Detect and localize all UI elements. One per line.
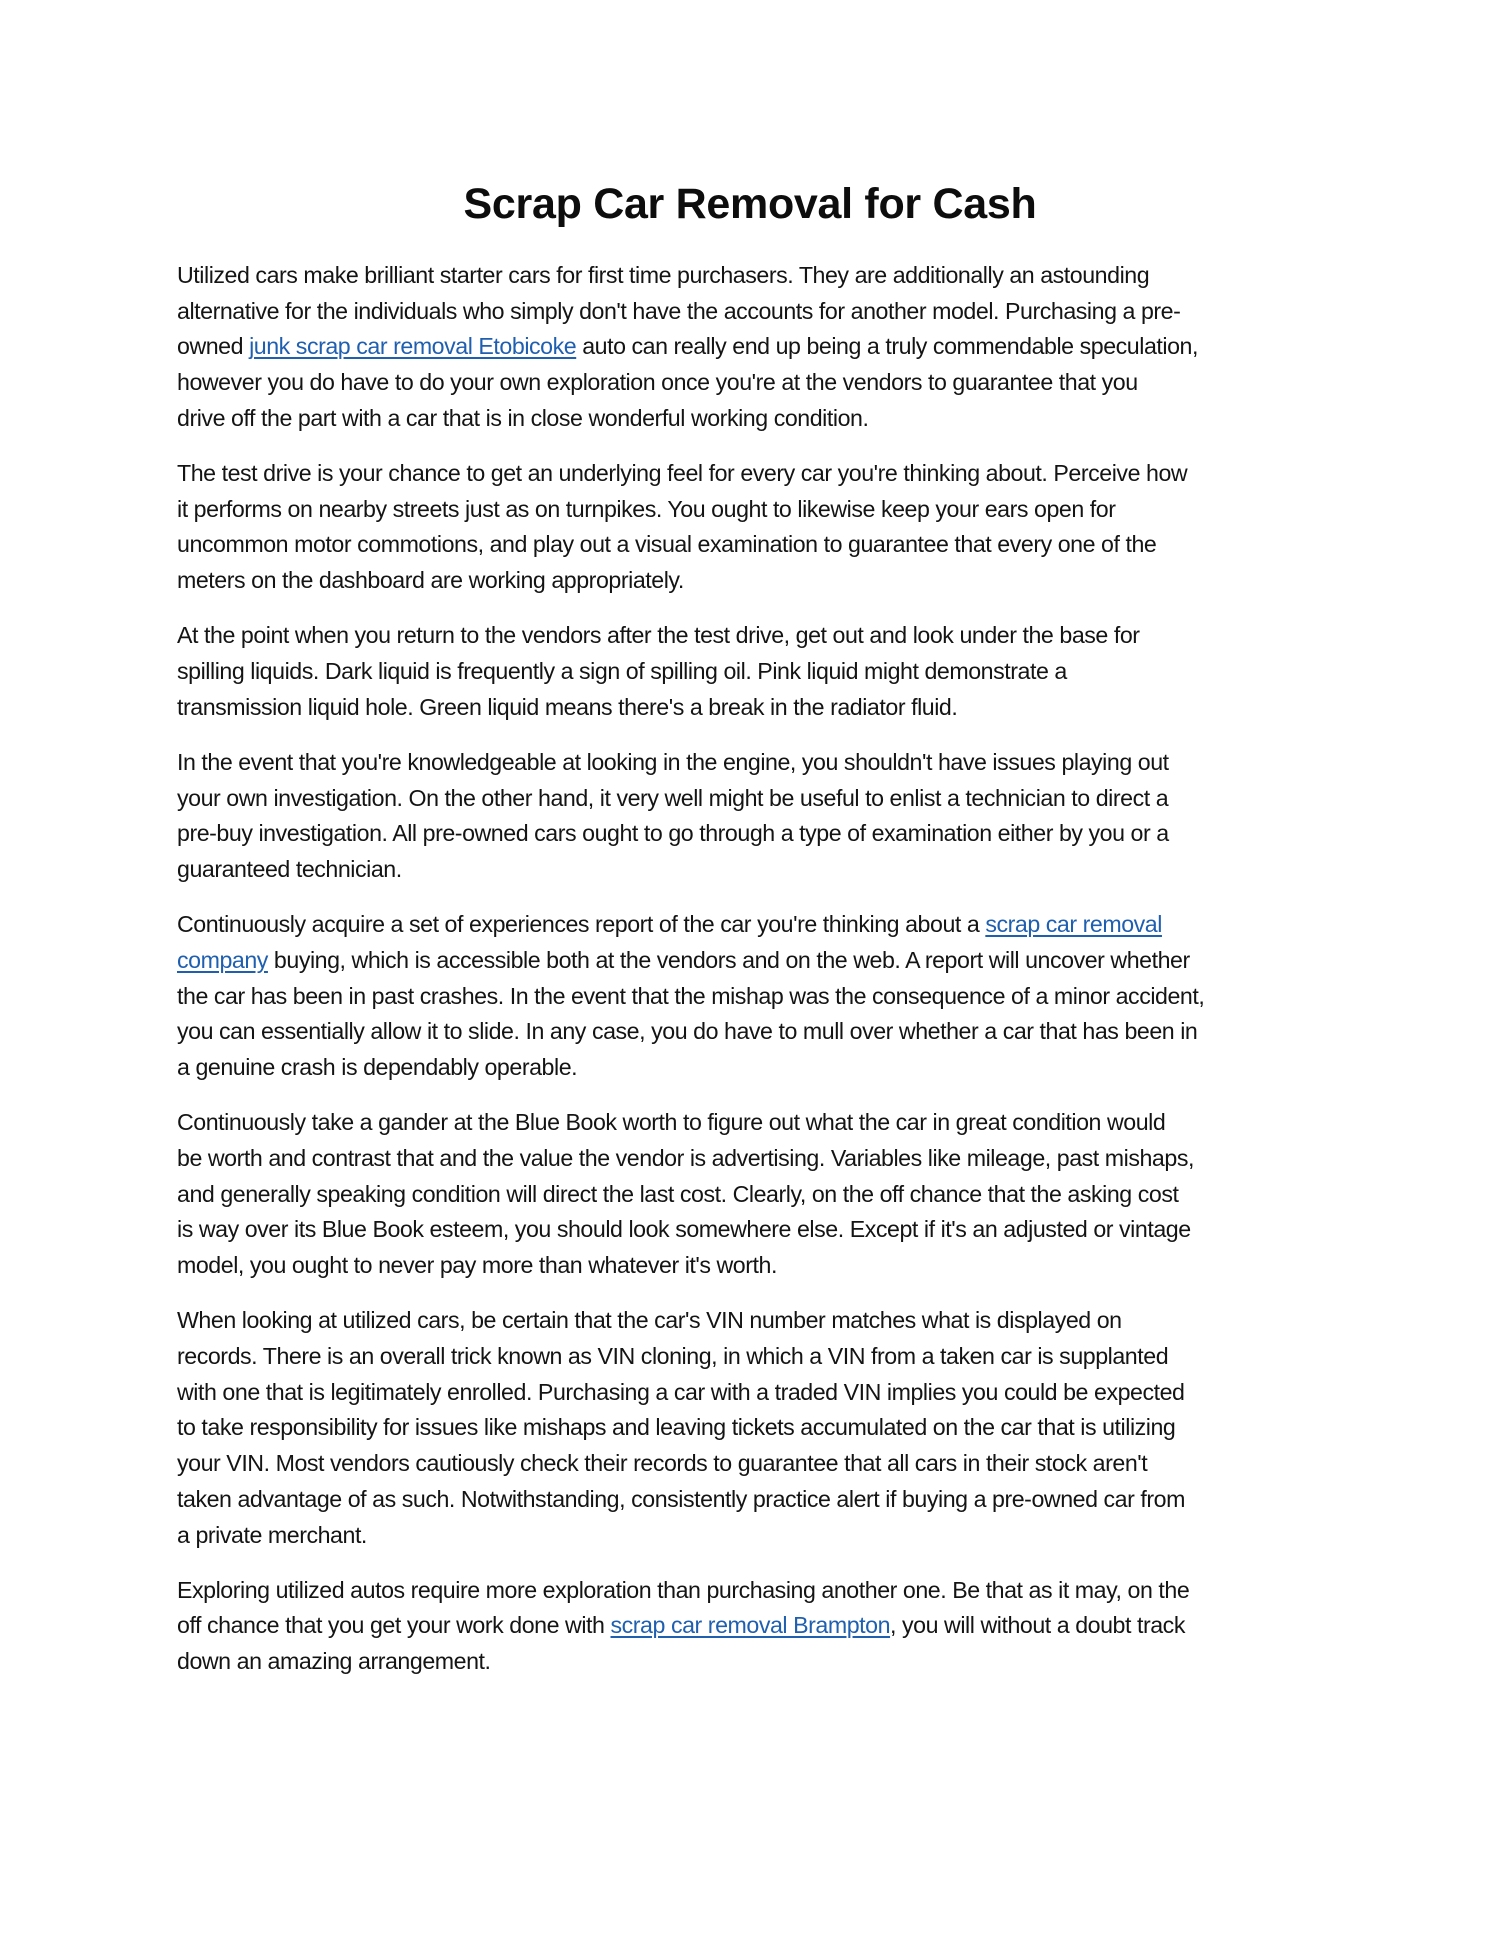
text-line	[177, 1141, 1337, 1177]
text-line	[177, 852, 1337, 888]
text-span: taken advantage of as such. Notwithstanding, consistently practice alert if buying a pre-owned car from	[177, 1485, 1185, 1512]
text-span: however you do have to do your own exploration once you're at the vendors to guarantee that you	[177, 369, 1138, 396]
text-line	[177, 1446, 1337, 1482]
text-span: a genuine crash is dependably operable.	[177, 1054, 578, 1081]
text-span: down an amazing arrangement.	[177, 1648, 491, 1675]
paragraph-6	[177, 1105, 1337, 1284]
document-title: Scrap Car Removal for Cash	[463, 180, 1037, 228]
text-line	[177, 1482, 1337, 1518]
text-line	[177, 1248, 1337, 1284]
text-line	[177, 1573, 1337, 1609]
text-span: Utilized cars make brilliant starter cars for first time purchasers. They are additionally an astounding	[177, 262, 1150, 288]
text-span: your own investigation. On the other hand, it very well might be useful to enlist a technician to direct a	[177, 784, 1169, 811]
text-span: When looking at utilized cars, be certain that the car's VIN number matches what is displayed on	[177, 1307, 1122, 1334]
paragraph-1	[177, 258, 1337, 437]
text-line	[177, 1375, 1337, 1411]
text-span: a private merchant.	[177, 1521, 367, 1548]
text-span: guaranteed technician.	[177, 856, 402, 883]
text-span: uncommon motor commotions, and play out a visual examination to guarantee that every one of the	[177, 531, 1157, 558]
text-span: off chance that you get your work done with	[177, 1612, 611, 1639]
link-scrap-car-removal-company-cont[interactable]: company	[177, 946, 268, 973]
text-line	[177, 1410, 1337, 1446]
text-span: spilling liquids. Dark liquid is frequently a sign of spilling oil. Pink liquid might demonstrate a	[177, 658, 1067, 685]
text-span: the car has been in past crashes. In the event that the mishap was the consequence of a minor accident,	[177, 982, 1205, 1009]
text-line	[177, 1303, 1337, 1339]
text-line	[177, 1105, 1337, 1141]
text-line	[177, 365, 1337, 401]
text-span: auto can really end up being a truly commendable speculation,	[576, 333, 1198, 360]
text-line	[177, 907, 1337, 943]
text-line	[177, 527, 1337, 563]
text-span: Exploring utilized autos require more exploration than purchasing another one. Be that as it may, on the	[177, 1576, 1190, 1603]
text-span: it performs on nearby streets just as on turnpikes. You ought to likewise keep your ears open for	[177, 495, 1116, 522]
text-line	[177, 1608, 1337, 1644]
text-line	[177, 979, 1337, 1015]
link-junk-scrap-car-removal-etobicoke[interactable]: junk scrap car removal Etobicoke	[249, 333, 577, 360]
text-span: , you will without a doubt track	[890, 1612, 1185, 1639]
paragraph-2	[177, 456, 1337, 599]
document-body	[177, 258, 1337, 1699]
text-span: be worth and contrast that and the value the vendor is advertising. Variables like mileage, past mishaps,	[177, 1144, 1194, 1171]
text-span: In the event that you're knowledgeable at looking in the engine, you shouldn't have issues playing out	[177, 748, 1169, 775]
text-line	[177, 563, 1337, 599]
text-line	[177, 618, 1337, 654]
text-line	[177, 781, 1337, 817]
text-span: you can essentially allow it to slide. In any case, you do have to mull over whether a car that has been in	[177, 1018, 1198, 1045]
text-line	[177, 1339, 1337, 1375]
text-line	[177, 456, 1337, 492]
text-line	[177, 943, 1337, 979]
paragraph-7	[177, 1303, 1337, 1553]
text-line	[177, 745, 1337, 781]
paragraph-5	[177, 907, 1337, 1086]
link-scrap-car-removal-company[interactable]: scrap car removal	[985, 911, 1162, 938]
text-span: The test drive is your chance to get an underlying feel for every car you're thinking about. Perceive how	[177, 460, 1188, 487]
text-span: records. There is an overall trick known as VIN cloning, in which a VIN from a taken car is supplanted	[177, 1342, 1169, 1369]
text-line	[177, 258, 1337, 294]
text-span: pre-buy investigation. All pre-owned cars ought to go through a type of examination either by you or a	[177, 820, 1169, 847]
text-line	[177, 492, 1337, 528]
text-line	[177, 1212, 1337, 1248]
link-scrap-car-removal-brampton[interactable]: scrap car removal Brampton	[610, 1612, 891, 1639]
text-line	[177, 401, 1337, 437]
text-span: with one that is legitimately enrolled. Purchasing a car with a traded VIN implies you could be expected	[177, 1378, 1185, 1405]
text-span: alternative for the individuals who simply don't have the accounts for another model. Purchasing a pre-	[177, 297, 1181, 324]
text-span: buying, which is accessible both at the vendors and on the web. A report will uncover whether	[267, 946, 1190, 973]
text-line	[177, 690, 1337, 726]
text-span: drive off the part with a car that is in close wonderful working condition.	[177, 404, 869, 431]
text-span: is way over its Blue Book esteem, you should look somewhere else. Except if it's an adjusted or vintage	[177, 1216, 1191, 1243]
text-line	[177, 329, 1337, 365]
text-span: to take responsibility for issues like mishaps and leaving tickets accumulated on the car that is utilizing	[177, 1414, 1176, 1441]
text-span: transmission liquid hole. Green liquid means there's a break in the radiator fluid.	[177, 693, 958, 720]
text-line	[177, 816, 1337, 852]
text-span: model, you ought to never pay more than whatever it's worth.	[177, 1252, 777, 1279]
text-span: Continuously acquire a set of experiences report of the car you're thinking about a	[177, 911, 986, 938]
text-line	[177, 654, 1337, 690]
paragraph-3	[177, 618, 1337, 725]
text-line	[177, 1644, 1337, 1680]
text-line	[177, 1177, 1337, 1213]
paragraph-8	[177, 1573, 1337, 1680]
text-line	[177, 1518, 1337, 1554]
text-span: owned	[177, 333, 250, 360]
text-line	[177, 1014, 1337, 1050]
text-line	[177, 294, 1337, 330]
text-line	[177, 1050, 1337, 1086]
text-span: Continuously take a gander at the Blue Book worth to figure out what the car in great condition would	[177, 1109, 1166, 1136]
paragraph-4	[177, 745, 1337, 888]
text-span: and generally speaking condition will direct the last cost. Clearly, on the off chance that the asking cost	[177, 1180, 1179, 1207]
text-span: At the point when you return to the vendors after the test drive, get out and look under the base for	[177, 622, 1140, 649]
text-span: meters on the dashboard are working appropriately.	[177, 567, 684, 594]
text-span: your VIN. Most vendors cautiously check their records to guarantee that all cars in their stock aren't	[177, 1450, 1148, 1477]
